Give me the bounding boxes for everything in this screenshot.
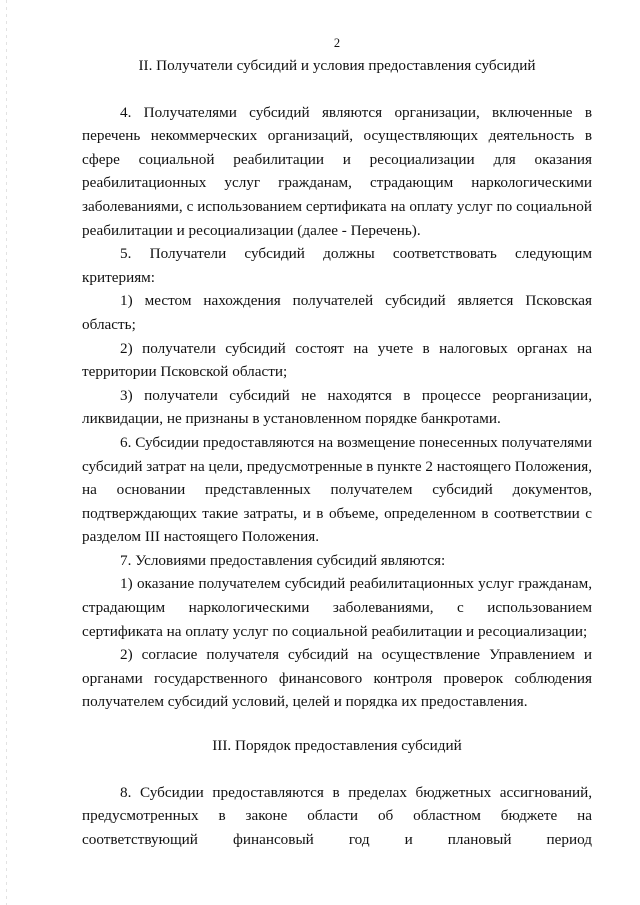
paragraph-4: 4. Получателями субсидий являются организации, включенные в перечень некоммерческих организаций, осуществляющих деятельность в сфере социальной реабилитации и ресоциализации для оказания реабилитационных услуг гражданам, страдающим наркологическими заболеваниями, с использованием сертификата на оплату услуг по социальной реабилитации и ресоциализации (далее - Перечень). bbox=[82, 103, 592, 239]
criterion-3: 3) получатели субсидий не находятся в процессе реорганизации, ликвидации, не признаны в установленном порядке банкротами. bbox=[82, 386, 592, 428]
scan-edge bbox=[6, 0, 7, 905]
paragraph-5: 5. Получатели субсидий должны соответствовать следующим критериям: bbox=[82, 245, 592, 286]
document-body bbox=[82, 34, 592, 851]
section-3-title: III. Порядок предоставления субсидий bbox=[212, 737, 462, 755]
paragraph-7: 7. Условиями предоставления субсидий являются: bbox=[120, 551, 446, 569]
condition-2: 2) согласие получателя субсидий на осуществление Управлением и органами государственного финансового контроля проверок соблюдения получателем субсидий условий, целей и порядка их предоставления. bbox=[82, 646, 592, 711]
criterion-2: 2) получатели субсидий состоят на учете в налоговых органах на территории Псковской области; bbox=[82, 339, 592, 381]
page-number: 2 bbox=[333, 36, 341, 50]
condition-1: 1) оказание получателем субсидий реабилитационных услуг гражданам, страдающим наркологическими заболеваниями, с использованием сертификата на оплату услуг по социальной реабилитации и ресоциализации; bbox=[82, 575, 592, 640]
paragraph-6: 6. Субсидии предоставляются на возмещение понесенных получателями субсидий затрат на цели, предусмотренные в пункте 2 настоящего Положения, на основании представленных получателем субсидий документов, подтверждающих такие затраты, и в объеме, определенном в соответствии с разделом III настоящего Положения. bbox=[82, 433, 592, 546]
paragraph-8: 8. Субсидии предоставляются в пределах бюджетных ассигнований, предусмотренных в законе области об областном бюджете на соответствующий финансовый год и плановый период bbox=[82, 783, 592, 848]
section-2-title: II. Получатели субсидий и условия предоставления субсидий bbox=[138, 57, 536, 74]
criterion-1: 1) местом нахождения получателей субсидий является Псковская область; bbox=[82, 292, 592, 333]
